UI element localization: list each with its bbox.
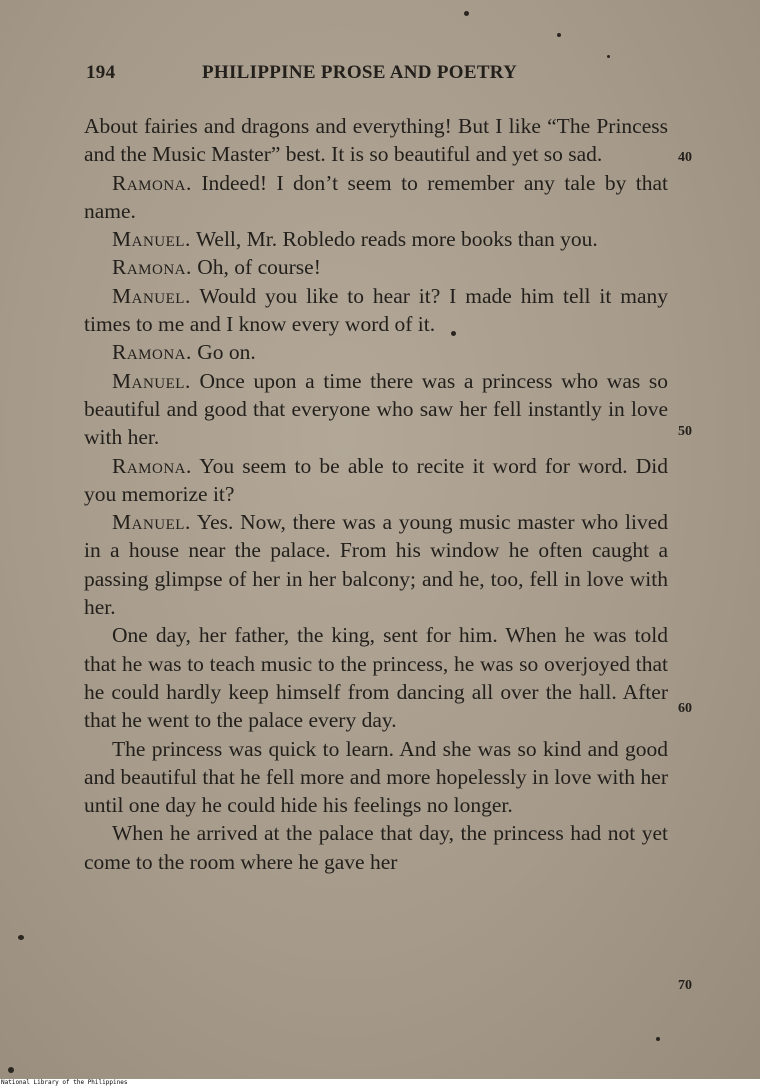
ink-speck [656,1037,660,1041]
speaker-name: Ramona. [112,453,192,478]
ink-speck [464,11,469,16]
speaker-name: Manuel. [112,368,191,393]
speaker-name: Ramona. [112,340,192,365]
watermark-strip [0,1079,760,1088]
paragraph-text: The princess was quick to learn. And she was so kind and good and beautiful that he fell more and more hopelessly in love with her until one day he could hide his feelings no longer. [84,736,668,818]
paragraph-text: You seem to be able to recite it word for word. Did you memorize it? [84,453,668,506]
paragraph-text: Yes. Now, there was a young music master who lived in a house near the palace. From his window he often caught a passing glimpse of her in her balcony; and he, too, fell in love with her. [84,510,668,620]
speaker-name: Ramona. [112,255,192,280]
paragraph-text: When he arrived at the palace that day, the princess had not yet come to the room where he gave her [84,821,668,874]
ink-speck [607,55,610,58]
page-number: 194 [86,62,116,83]
paragraph-10 [84,621,668,734]
speaker-name: Manuel. [112,510,191,535]
running-title: PHILIPPINE PROSE AND POETRY [202,62,518,83]
paragraph-5 [84,282,668,339]
paragraph-3 [84,225,668,253]
paragraph-text: Go on. [197,340,256,365]
paragraph-text: Oh, of course! [197,255,321,280]
ink-speck [557,33,561,37]
paragraph-9 [84,508,668,621]
paragraph-text: One day, her father, the king, sent for him. When he was told that he was to teach music to the princess, he was so overjoyed that he could hardly keep himself from dancing all over the hall. After that he went to the palace every day. [84,623,668,733]
paragraph-text: Well, Mr. Robledo reads more books than you. [195,227,598,252]
line-number-70: 70 [678,978,692,993]
line-number-40: 40 [678,150,692,165]
paragraph-4 [84,253,668,281]
paragraph-1 [84,112,668,169]
paragraph-2 [84,169,668,226]
paragraph-text: About fairies and dragons and everything! But I like “The Princess and the Music Master” best. It is so beautiful and yet so sad. [84,114,668,167]
paragraph-text: Indeed! I don’t seem to remember any tale by that name. [84,170,669,223]
ink-speck [451,331,456,336]
speaker-name: Manuel. [112,283,191,308]
line-number-50: 50 [678,424,692,439]
body-text [84,112,668,876]
ink-speck [18,935,24,940]
speaker-name: Ramona. [112,170,192,195]
paragraph-6 [84,338,668,366]
paragraph-text: Once upon a time there was a princess who was so beautiful and good that everyone who saw her fell instantly in love with her. [84,368,669,450]
watermark-text: National Library of the Philippines [1,1079,128,1086]
paragraph-8 [84,452,668,509]
speaker-name: Manuel. [112,227,191,252]
paragraph-7 [84,367,668,452]
paragraph-12 [84,819,668,876]
paragraph-text: Would you like to hear it? I made him tell it many times to me and I know every word of it. [84,283,668,337]
ink-speck [8,1067,14,1073]
paragraph-11 [84,735,668,820]
line-number-60: 60 [678,701,692,716]
